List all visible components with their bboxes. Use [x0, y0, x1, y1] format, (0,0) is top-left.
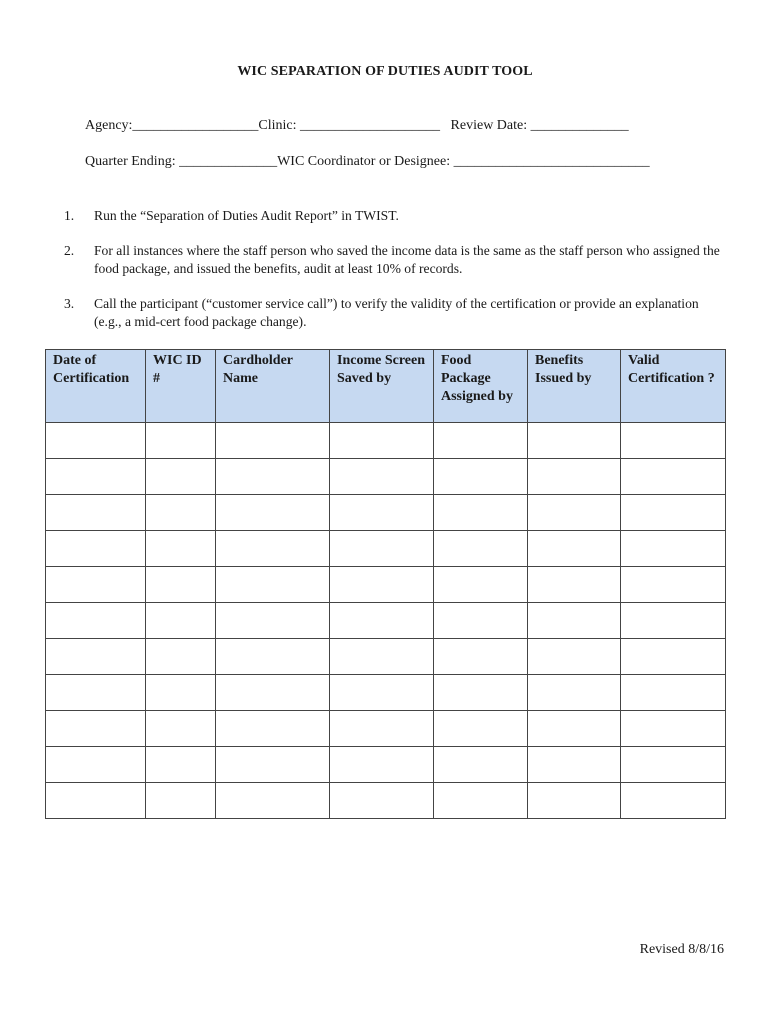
table-cell[interactable]: [528, 783, 621, 819]
table-cell[interactable]: [46, 567, 146, 603]
table-cell[interactable]: [621, 567, 726, 603]
table-cell[interactable]: [434, 567, 528, 603]
instruction-text: Run the “Separation of Duties Audit Report” in TWIST.: [94, 208, 399, 223]
column-header-wic-id: WIC ID #: [146, 350, 216, 423]
instruction-item: [64, 207, 724, 225]
document-title: WIC SEPARATION OF DUTIES AUDIT TOOL: [237, 64, 533, 79]
table-cell[interactable]: [621, 603, 726, 639]
table-cell[interactable]: [528, 459, 621, 495]
table-cell[interactable]: [528, 567, 621, 603]
instruction-number: 2.: [64, 243, 75, 258]
audit-table: [45, 349, 726, 819]
table-cell[interactable]: [434, 495, 528, 531]
table-cell[interactable]: [621, 423, 726, 459]
table-cell[interactable]: [330, 567, 434, 603]
table-cell[interactable]: [216, 783, 330, 819]
table-cell[interactable]: [434, 603, 528, 639]
table-row: [46, 567, 726, 603]
table-cell[interactable]: [146, 783, 216, 819]
table-cell[interactable]: [146, 675, 216, 711]
table-cell[interactable]: [216, 711, 330, 747]
table-cell[interactable]: [216, 675, 330, 711]
table-cell[interactable]: [216, 423, 330, 459]
table-row: [46, 423, 726, 459]
table-cell[interactable]: [621, 459, 726, 495]
table-cell[interactable]: [528, 711, 621, 747]
table-cell[interactable]: [46, 675, 146, 711]
instruction-number: 1.: [64, 208, 75, 223]
table-row: [46, 495, 726, 531]
instructions-list: [64, 207, 724, 348]
table-cell[interactable]: [46, 531, 146, 567]
table-cell[interactable]: [330, 531, 434, 567]
table-cell[interactable]: [434, 423, 528, 459]
table-cell[interactable]: [146, 639, 216, 675]
table-row: [46, 603, 726, 639]
table-cell[interactable]: [216, 531, 330, 567]
instruction-text: For all instances where the staff person who saved the income data is the same as the staff person who assigned the food package, and issued the benefits, audit at least 10% of records.: [94, 243, 720, 276]
table-cell[interactable]: [330, 423, 434, 459]
table-cell[interactable]: [46, 495, 146, 531]
table-cell[interactable]: [46, 783, 146, 819]
column-header-income-screen-saved-by: Income Screen Saved by: [330, 350, 434, 423]
table-cell[interactable]: [330, 675, 434, 711]
table-cell[interactable]: [46, 639, 146, 675]
table-cell[interactable]: [528, 639, 621, 675]
table-cell[interactable]: [330, 747, 434, 783]
table-cell[interactable]: [46, 711, 146, 747]
table-cell[interactable]: [216, 747, 330, 783]
table-cell[interactable]: [330, 459, 434, 495]
table-cell[interactable]: [528, 531, 621, 567]
table-cell[interactable]: [621, 675, 726, 711]
table-cell[interactable]: [46, 423, 146, 459]
table-cell[interactable]: [146, 459, 216, 495]
table-cell[interactable]: [146, 495, 216, 531]
table-row: [46, 531, 726, 567]
table-cell[interactable]: [216, 603, 330, 639]
table-cell[interactable]: [621, 783, 726, 819]
table-cell[interactable]: [434, 711, 528, 747]
table-row: [46, 711, 726, 747]
table-cell[interactable]: [434, 531, 528, 567]
revision-date: Revised 8/8/16: [639, 942, 724, 957]
table-cell[interactable]: [434, 675, 528, 711]
column-header-benefits-issued-by: Benefits Issued by: [528, 350, 621, 423]
table-row: [46, 639, 726, 675]
column-header-food-package-assigned-by: Food Package Assigned by: [434, 350, 528, 423]
table-row: [46, 747, 726, 783]
table-cell[interactable]: [434, 783, 528, 819]
table-cell[interactable]: [621, 495, 726, 531]
table-cell[interactable]: [330, 711, 434, 747]
table-cell[interactable]: [146, 423, 216, 459]
table-cell[interactable]: [621, 711, 726, 747]
table-cell[interactable]: [146, 711, 216, 747]
table-cell[interactable]: [146, 567, 216, 603]
table-cell[interactable]: [330, 783, 434, 819]
table-row: [46, 459, 726, 495]
table-cell[interactable]: [146, 747, 216, 783]
table-row: [46, 675, 726, 711]
table-row: [46, 783, 726, 819]
table-cell[interactable]: [528, 747, 621, 783]
table-cell[interactable]: [528, 423, 621, 459]
table-cell[interactable]: [330, 603, 434, 639]
table-cell[interactable]: [528, 495, 621, 531]
table-cell[interactable]: [46, 459, 146, 495]
instruction-item: [64, 242, 724, 278]
table-cell[interactable]: [528, 603, 621, 639]
instruction-text: Call the participant (“customer service call”) to verify the validity of the certification or provide an explanation (e.g., a mid-cert food package change).: [94, 296, 699, 329]
table-cell[interactable]: [330, 639, 434, 675]
table-cell[interactable]: [434, 747, 528, 783]
table-cell[interactable]: [46, 747, 146, 783]
table-cell[interactable]: [434, 459, 528, 495]
table-header-row: [46, 350, 726, 423]
column-header-cardholder-name: Cardholder Name: [216, 350, 330, 423]
instruction-number: 3.: [64, 296, 75, 311]
table-cell[interactable]: [528, 675, 621, 711]
table-cell[interactable]: [216, 495, 330, 531]
table-cell[interactable]: [216, 459, 330, 495]
table-cell[interactable]: [146, 531, 216, 567]
table-cell[interactable]: [621, 531, 726, 567]
table-cell[interactable]: [146, 603, 216, 639]
column-header-valid-certification: Valid Certification ?: [621, 350, 726, 423]
instruction-item: [64, 295, 724, 331]
table-cell[interactable]: [621, 639, 726, 675]
table-cell[interactable]: [216, 639, 330, 675]
table-cell[interactable]: [330, 495, 434, 531]
column-header-date-of-certification: Date of Certification: [46, 350, 146, 423]
table-cell[interactable]: [46, 603, 146, 639]
audit-table-body: [46, 423, 726, 819]
table-cell[interactable]: [434, 639, 528, 675]
table-cell[interactable]: [621, 747, 726, 783]
quarter-coordinator-fields: Quarter Ending: ______________WIC Coordinator or Designee: ____________________________: [85, 154, 650, 169]
table-cell[interactable]: [216, 567, 330, 603]
agency-clinic-review-date-fields: Agency:__________________Clinic: ____________________ Review Date: ______________: [85, 118, 629, 133]
